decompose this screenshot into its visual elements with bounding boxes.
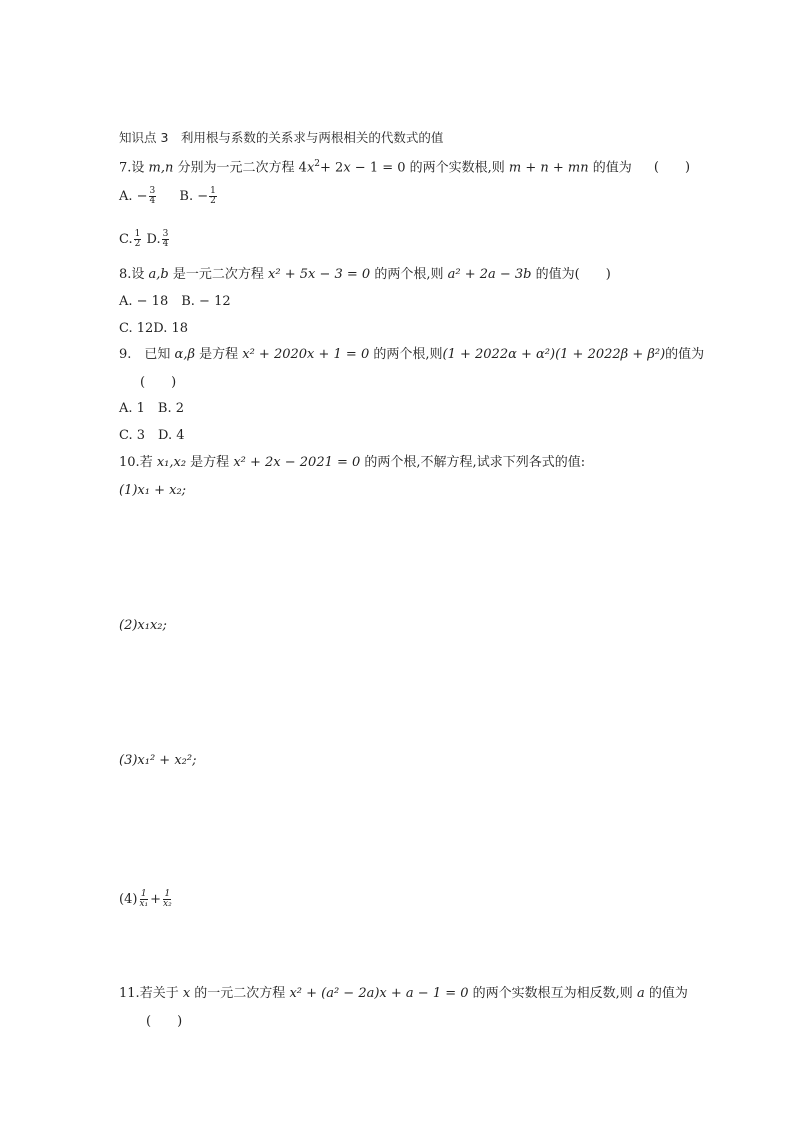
q7-option-c-label: C. — [119, 232, 133, 247]
q7-option-d-label: D. — [146, 232, 161, 247]
q9-options-ab: A. 1 B. 2 — [119, 401, 185, 416]
q7-option-a-fraction: $\frac{3}{4}$ — [149, 186, 156, 206]
q9-vars: α,β — [174, 347, 195, 362]
q7-text: 分别为一元二次方程 4 — [173, 160, 307, 176]
q8-text: 的两个根,则 — [370, 267, 448, 282]
q9-text: 的值为 — [665, 347, 705, 362]
q9-number: 9. — [119, 347, 132, 362]
q7-text: − 1 = 0 的两个实数根,则 — [350, 160, 509, 176]
q8-vars: a,b — [148, 267, 169, 282]
q10-text: 若 — [139, 455, 157, 470]
q9-expression: (1 + 2022α + α²)(1 + 2022β + β²) — [442, 347, 666, 362]
q9-options-cd: C. 3 D. 4 — [119, 428, 185, 443]
q7-option-a-label: A. − — [119, 189, 148, 204]
section-heading: 知识点 3 利用根与系数的关系求与两根相关的代数式的值 — [119, 130, 444, 145]
q8-text: 设 — [131, 267, 149, 282]
q9-text: 已知 — [131, 347, 175, 362]
q9-answer-blank: ( ) — [140, 375, 177, 390]
q9-text: 的两个根,则 — [369, 347, 443, 362]
q7-text: 设 — [131, 160, 149, 176]
q7-answer-blank: ( ) — [653, 160, 691, 176]
q8-equation: x² + 5x − 3 = 0 — [268, 267, 371, 282]
q10-vars: x₁,x₂ — [156, 455, 187, 470]
q11-text: 的值为 — [644, 986, 688, 1001]
q8-expression: a² + 2a − 3b — [447, 267, 532, 282]
q10-part-4-plus: + — [150, 892, 162, 907]
q10-text: 是方程 — [186, 455, 234, 470]
question-7: 7.设 m,n 分别为一元二次方程 $4x^2+ 2x - 1 = 0$ 的两个实数根,则 m + n + mn 的值为 ( ) — [119, 159, 691, 176]
question-11 — [119, 985, 688, 1003]
question-9 — [119, 346, 704, 364]
q9-text: 是方程 — [194, 347, 243, 362]
q10-part-2: (2)x₁x₂; — [119, 618, 167, 633]
q7-text: + 2 — [320, 160, 344, 176]
q11-var-x: x — [182, 986, 191, 1001]
q8-options-cd: C. 12D. 18 — [119, 321, 189, 336]
q11-var-a: a — [636, 986, 645, 1001]
question-8 — [119, 266, 611, 284]
q11-text: 的一元二次方程 — [190, 986, 290, 1001]
q11-number: 11. — [119, 986, 140, 1001]
q10-part-3: (3)x₁² + x₂²; — [119, 753, 197, 768]
q7-vars: m,n — [148, 160, 174, 176]
q10-part-1: (1)x₁ + x₂; — [119, 483, 187, 498]
q8-options-ab: A. − 18 B. − 12 — [119, 294, 231, 309]
q9-equation: x² + 2020x + 1 = 0 — [242, 347, 370, 362]
q7-expr: m + n + mn — [508, 160, 589, 176]
q8-text: 的值为( ) — [531, 267, 611, 282]
q7-option-b-fraction: $\frac{1}{2}$ — [210, 186, 216, 206]
q10-part-4-fraction-1: $\frac{1}{\text{x₁}}$ — [139, 889, 149, 909]
q10-part-4 — [119, 890, 174, 909]
q7-var-x: x — [306, 160, 315, 176]
q8-number: 8. — [119, 267, 132, 282]
q7-options-row-1 — [119, 187, 218, 206]
q7-option-d-fraction: $\frac{3}{4}$ — [162, 229, 169, 249]
question-10 — [119, 454, 585, 472]
q7-options-row-2 — [119, 230, 170, 249]
q7-option-c-fraction: $\frac{1}{2}$ — [134, 229, 141, 249]
q8-text: 是一元二次方程 — [168, 267, 269, 282]
q10-part-4-label: (4) — [119, 892, 138, 907]
q11-text: 若关于 — [139, 986, 183, 1001]
q11-equation: x² + (a² − 2a)x + a − 1 = 0 — [289, 986, 469, 1001]
q10-number: 10. — [119, 455, 140, 470]
q7-var-x: x — [343, 160, 351, 176]
q10-text: 的两个根,不解方程,试求下列各式的值: — [360, 455, 586, 470]
q10-equation: x² + 2x − 2021 = 0 — [233, 455, 361, 470]
q7-option-b-label: B. − — [179, 189, 209, 204]
q7-number: 7. — [119, 160, 132, 176]
q7-text: 的值为 — [588, 160, 632, 176]
q11-text: 的两个实数根互为相反数,则 — [468, 986, 637, 1001]
q10-part-4-fraction-2: $\frac{1}{\text{x₂}}$ — [163, 889, 172, 909]
q11-answer-blank: ( ) — [146, 1014, 183, 1029]
